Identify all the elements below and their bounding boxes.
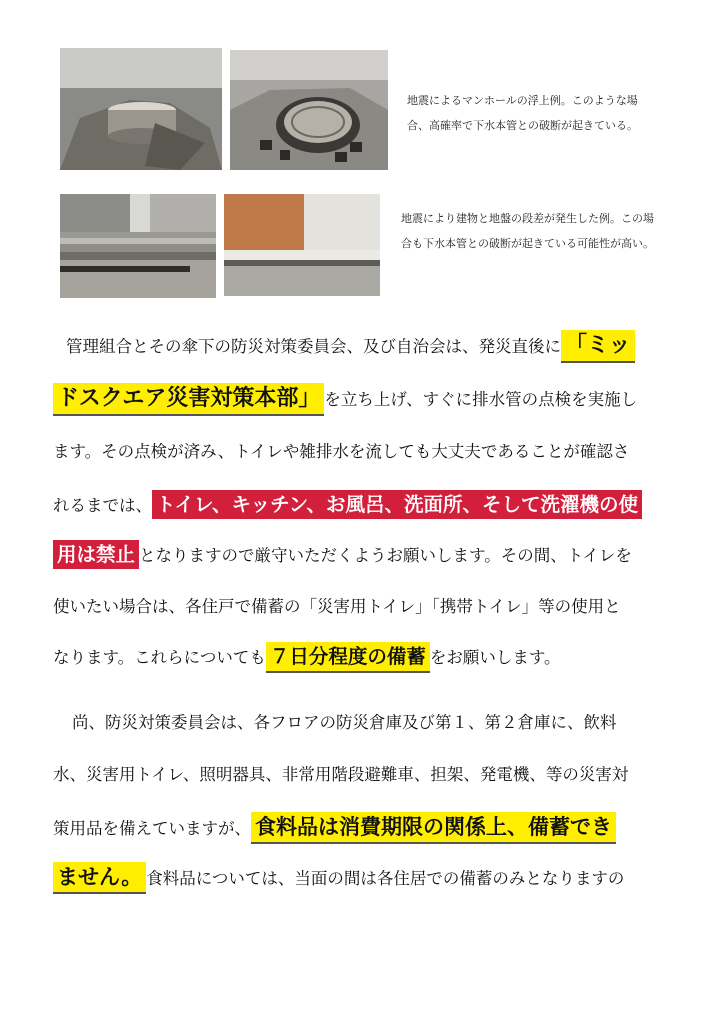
p1-line-3 (53, 437, 629, 467)
p1-line-4 (53, 490, 642, 521)
highlight-cannot: ません。 (53, 862, 146, 894)
p2-line-1 (72, 708, 617, 738)
p1-line-2-text: を立ち上げ、すぐに排水管の点検を実施し (324, 390, 638, 409)
highlight-food-not-stocked: 食料品は消費期限の関係上、備蓄でき (251, 812, 616, 844)
p1-line-5 (53, 540, 632, 571)
caption-1-line-2: 合、高確率で下水本管との破断が起きている。 (407, 119, 638, 132)
p2-line-4-text: 食料品については、当面の間は各住居での備蓄のみとなりますの (146, 869, 625, 888)
manhole-photo-2 (230, 50, 388, 170)
manhole-broken-pavement-image (230, 50, 388, 170)
highlight-prohibited-facilities: トイレ、キッチン、お風呂、洗面所、そして洗濯機の使 (152, 490, 642, 519)
p1-line-3-text: ます。その点検が済み、トイレや雑排水を流しても大丈夫であることが確認さ (53, 442, 630, 461)
building-steps-gap-image (60, 194, 216, 298)
p1-line-1-text: 管理組合とその傘下の防災対策委員会、及び自治会は、発災直後に (66, 337, 561, 356)
p2-line-2-text: 水、災害用トイレ、照明器具、非常用階段避難車、担架、発電機、等の災害対 (53, 765, 629, 784)
p1-line-7-text-b: をお願いします。 (429, 648, 561, 667)
steps-photo-1 (60, 194, 216, 298)
p1-line-7 (53, 642, 561, 673)
highlight-use-prohibited: 用は禁止 (53, 540, 139, 569)
building-ground-gap-image (224, 194, 380, 296)
p1-line-7-text-a: なります。これらについても (53, 648, 266, 667)
p1-line-6 (53, 592, 621, 622)
p1-line-5-text: となりますので厳守いただくようお願いします。その間、トイレを (139, 546, 632, 565)
manhole-lifted-image (60, 48, 222, 170)
photo-caption-1 (407, 88, 638, 138)
highlight-headquarters-name: ドスクエア災害対策本部」 (53, 383, 324, 416)
p2-line-1-text: 尚、防災対策委員会は、各フロアの防災倉庫及び第１、第２倉庫に、飲料 (72, 713, 617, 732)
photo-caption-2 (401, 206, 654, 256)
p2-line-4 (53, 862, 624, 894)
p1-line-6-text: 使いたい場合は、各住戸で備蓄の「災害用トイレ」「携帯トイレ」等の使用と (53, 597, 621, 616)
p2-line-3-text: 策用品を備えていますが、 (53, 819, 251, 838)
caption-2-line-2: 合も下水本管との破断が起きている可能性が高い。 (401, 237, 654, 250)
highlight-headquarters-start: 「ミッ (561, 330, 635, 363)
manhole-photo-1 (60, 48, 222, 170)
p1-line-2 (53, 384, 637, 415)
caption-1-line-1: 地震によるマンホールの浮上例。このような場 (407, 94, 638, 107)
highlight-seven-day-stock: ７日分程度の備蓄 (266, 642, 430, 673)
steps-photo-2 (224, 194, 380, 296)
p1-line-1 (66, 331, 635, 362)
caption-2-line-1: 地震により建物と地盤の段差が発生した例。この場 (401, 212, 654, 225)
p2-line-3 (53, 812, 616, 844)
p2-line-2 (53, 760, 628, 790)
p1-line-4-text: れるまでは、 (53, 496, 152, 515)
